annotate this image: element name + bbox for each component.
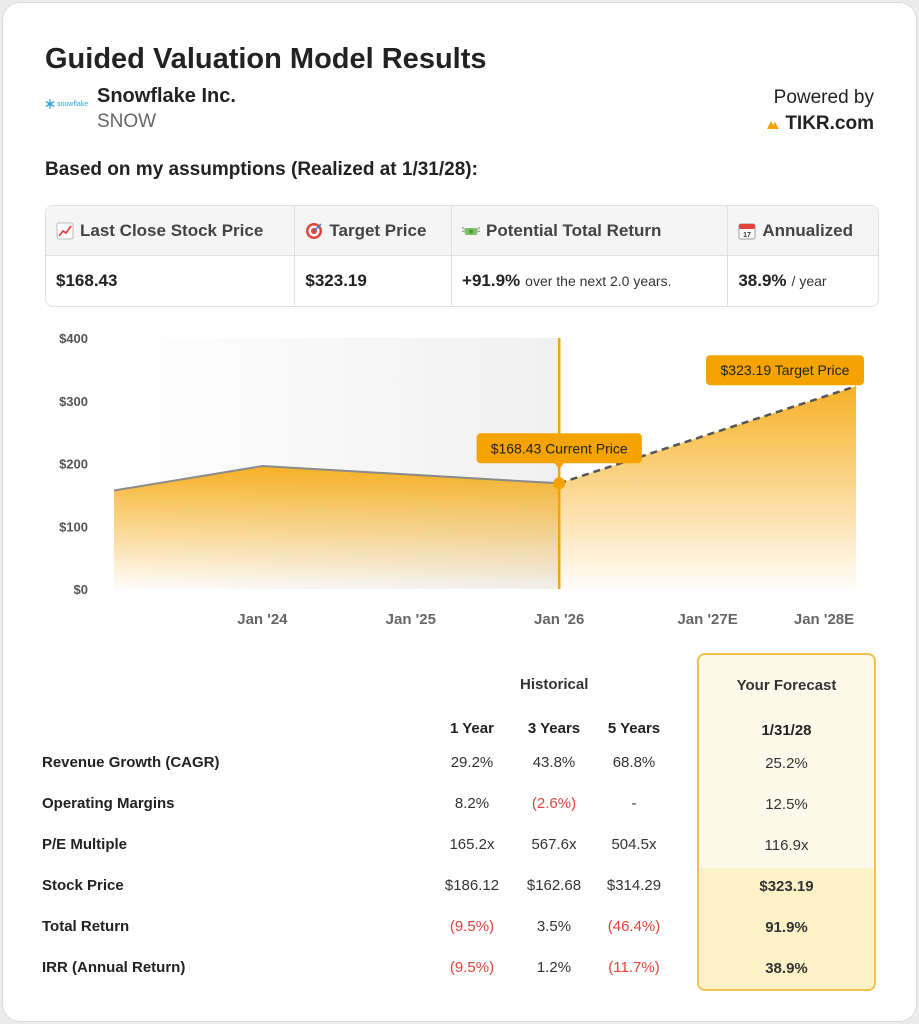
annualized-value: 38.9%	[738, 271, 787, 290]
annualized-cell	[728, 256, 878, 306]
forecast-cell: $323.19	[759, 878, 814, 895]
last-close-value: $168.43	[46, 256, 295, 306]
row-label: Revenue Growth (CAGR)	[42, 754, 220, 771]
historical-heading: Historical	[520, 676, 589, 693]
summary-header-label: Last Close Stock Price	[80, 220, 264, 240]
table-cell: 3.5%	[536, 918, 572, 935]
summary-header-label: Annualized	[762, 220, 854, 240]
logo-wordmark: snowflake	[57, 100, 89, 108]
table-cell: 8.2%	[454, 795, 490, 812]
historical-area	[114, 466, 559, 589]
summary-header-label: Target Price	[329, 220, 427, 240]
summary-header-total-return	[452, 206, 728, 255]
calendar-icon	[738, 222, 756, 240]
column-header: 3 Years	[527, 720, 581, 737]
forecast-heading: Your Forecast	[736, 677, 837, 694]
y-tick-label: $400	[59, 331, 88, 346]
annualized-sub: / year	[791, 273, 827, 289]
target-icon	[305, 222, 323, 240]
current-price-point	[553, 477, 565, 489]
total-return-sub: over the next 2.0 years.	[525, 273, 672, 289]
company-ticker: SNOW	[97, 111, 157, 132]
current-price-callout: $168.43 Current Price	[490, 440, 628, 457]
x-tick-label: Jan '28E	[793, 611, 855, 628]
x-tick-label: Jan '25	[385, 611, 436, 628]
brand-name: TIKR.com	[785, 113, 874, 134]
summary-table	[45, 205, 879, 307]
metrics-table	[0, 650, 919, 1000]
forecast-column-box	[697, 653, 876, 991]
table-cell: 567.6x	[531, 836, 577, 853]
table-cell: $186.12	[444, 877, 500, 894]
y-tick-label: $200	[59, 456, 88, 472]
table-cell: $314.29	[606, 877, 662, 894]
row-label: Total Return	[42, 918, 130, 935]
x-tick-label: Jan '27E	[677, 611, 738, 628]
row-label: Stock Price	[42, 877, 124, 894]
table-cell: 1.2%	[536, 959, 572, 976]
total-return-cell	[452, 256, 728, 306]
table-cell: 29.2%	[450, 754, 494, 771]
tikr-brand[interactable]	[766, 113, 874, 135]
column-header: 1 Year	[450, 720, 494, 737]
summary-header-annualized	[728, 206, 878, 255]
x-tick-label: Jan '26	[534, 611, 585, 628]
forecast-cell: 116.9x	[764, 837, 809, 854]
page-title: Guided Valuation Model Results	[45, 43, 487, 75]
summary-header-label: Potential Total Return	[486, 220, 662, 240]
svg-text:17: 17	[743, 231, 752, 239]
summary-header-last-close	[46, 206, 295, 255]
total-return-value: +91.9%	[462, 271, 521, 290]
summary-value-row	[46, 256, 878, 306]
company-logo	[45, 98, 89, 110]
target-price-callout: $323.19 Target Price	[720, 362, 850, 379]
forecast-cell: 12.5%	[765, 796, 808, 813]
forecast-cell: 38.9%	[765, 960, 808, 977]
table-cell: (2.6%)	[531, 795, 577, 812]
row-label: P/E Multiple	[42, 836, 128, 853]
row-label: IRR (Annual Return)	[42, 959, 186, 976]
tikr-logo-icon	[766, 118, 780, 130]
table-cell: (9.5%)	[449, 918, 495, 935]
forecast-cell: 91.9%	[765, 919, 808, 936]
powered-by	[766, 87, 874, 135]
target-price-value: $323.19	[295, 256, 452, 306]
price-chart	[0, 320, 919, 640]
x-tick-label: Jan '24	[237, 611, 288, 628]
powered-by-label: Powered by	[773, 87, 874, 108]
company-name: Snowflake Inc.	[97, 85, 236, 107]
table-cell: 68.8%	[612, 754, 656, 771]
y-tick-label: $0	[73, 582, 88, 597]
table-cell: (9.5%)	[449, 959, 495, 976]
table-cell: 43.8%	[532, 754, 576, 771]
table-cell: 504.5x	[611, 836, 657, 853]
table-cell: (11.7%)	[608, 959, 660, 976]
snowflake-logo-icon	[45, 99, 55, 109]
forecast-cell: 25.2%	[765, 755, 808, 772]
summary-header-row	[46, 206, 878, 256]
table-cell: -	[631, 795, 637, 812]
table-cell: (46.4%)	[607, 918, 661, 935]
y-tick-label: $300	[59, 393, 88, 409]
summary-header-target	[295, 206, 452, 255]
forecast-column-header: 1/31/28	[761, 722, 812, 739]
row-label: Operating Margins	[42, 795, 175, 812]
money-wings-icon	[462, 222, 480, 240]
table-cell: $162.68	[526, 877, 582, 894]
chart-increasing-icon	[56, 222, 74, 240]
y-tick-label: $100	[59, 519, 88, 535]
assumptions-heading: Based on my assumptions (Realized at 1/31/28):	[45, 159, 478, 180]
table-cell: 165.2x	[449, 836, 495, 853]
forecast-area	[559, 386, 856, 589]
column-header: 5 Years	[607, 720, 661, 737]
